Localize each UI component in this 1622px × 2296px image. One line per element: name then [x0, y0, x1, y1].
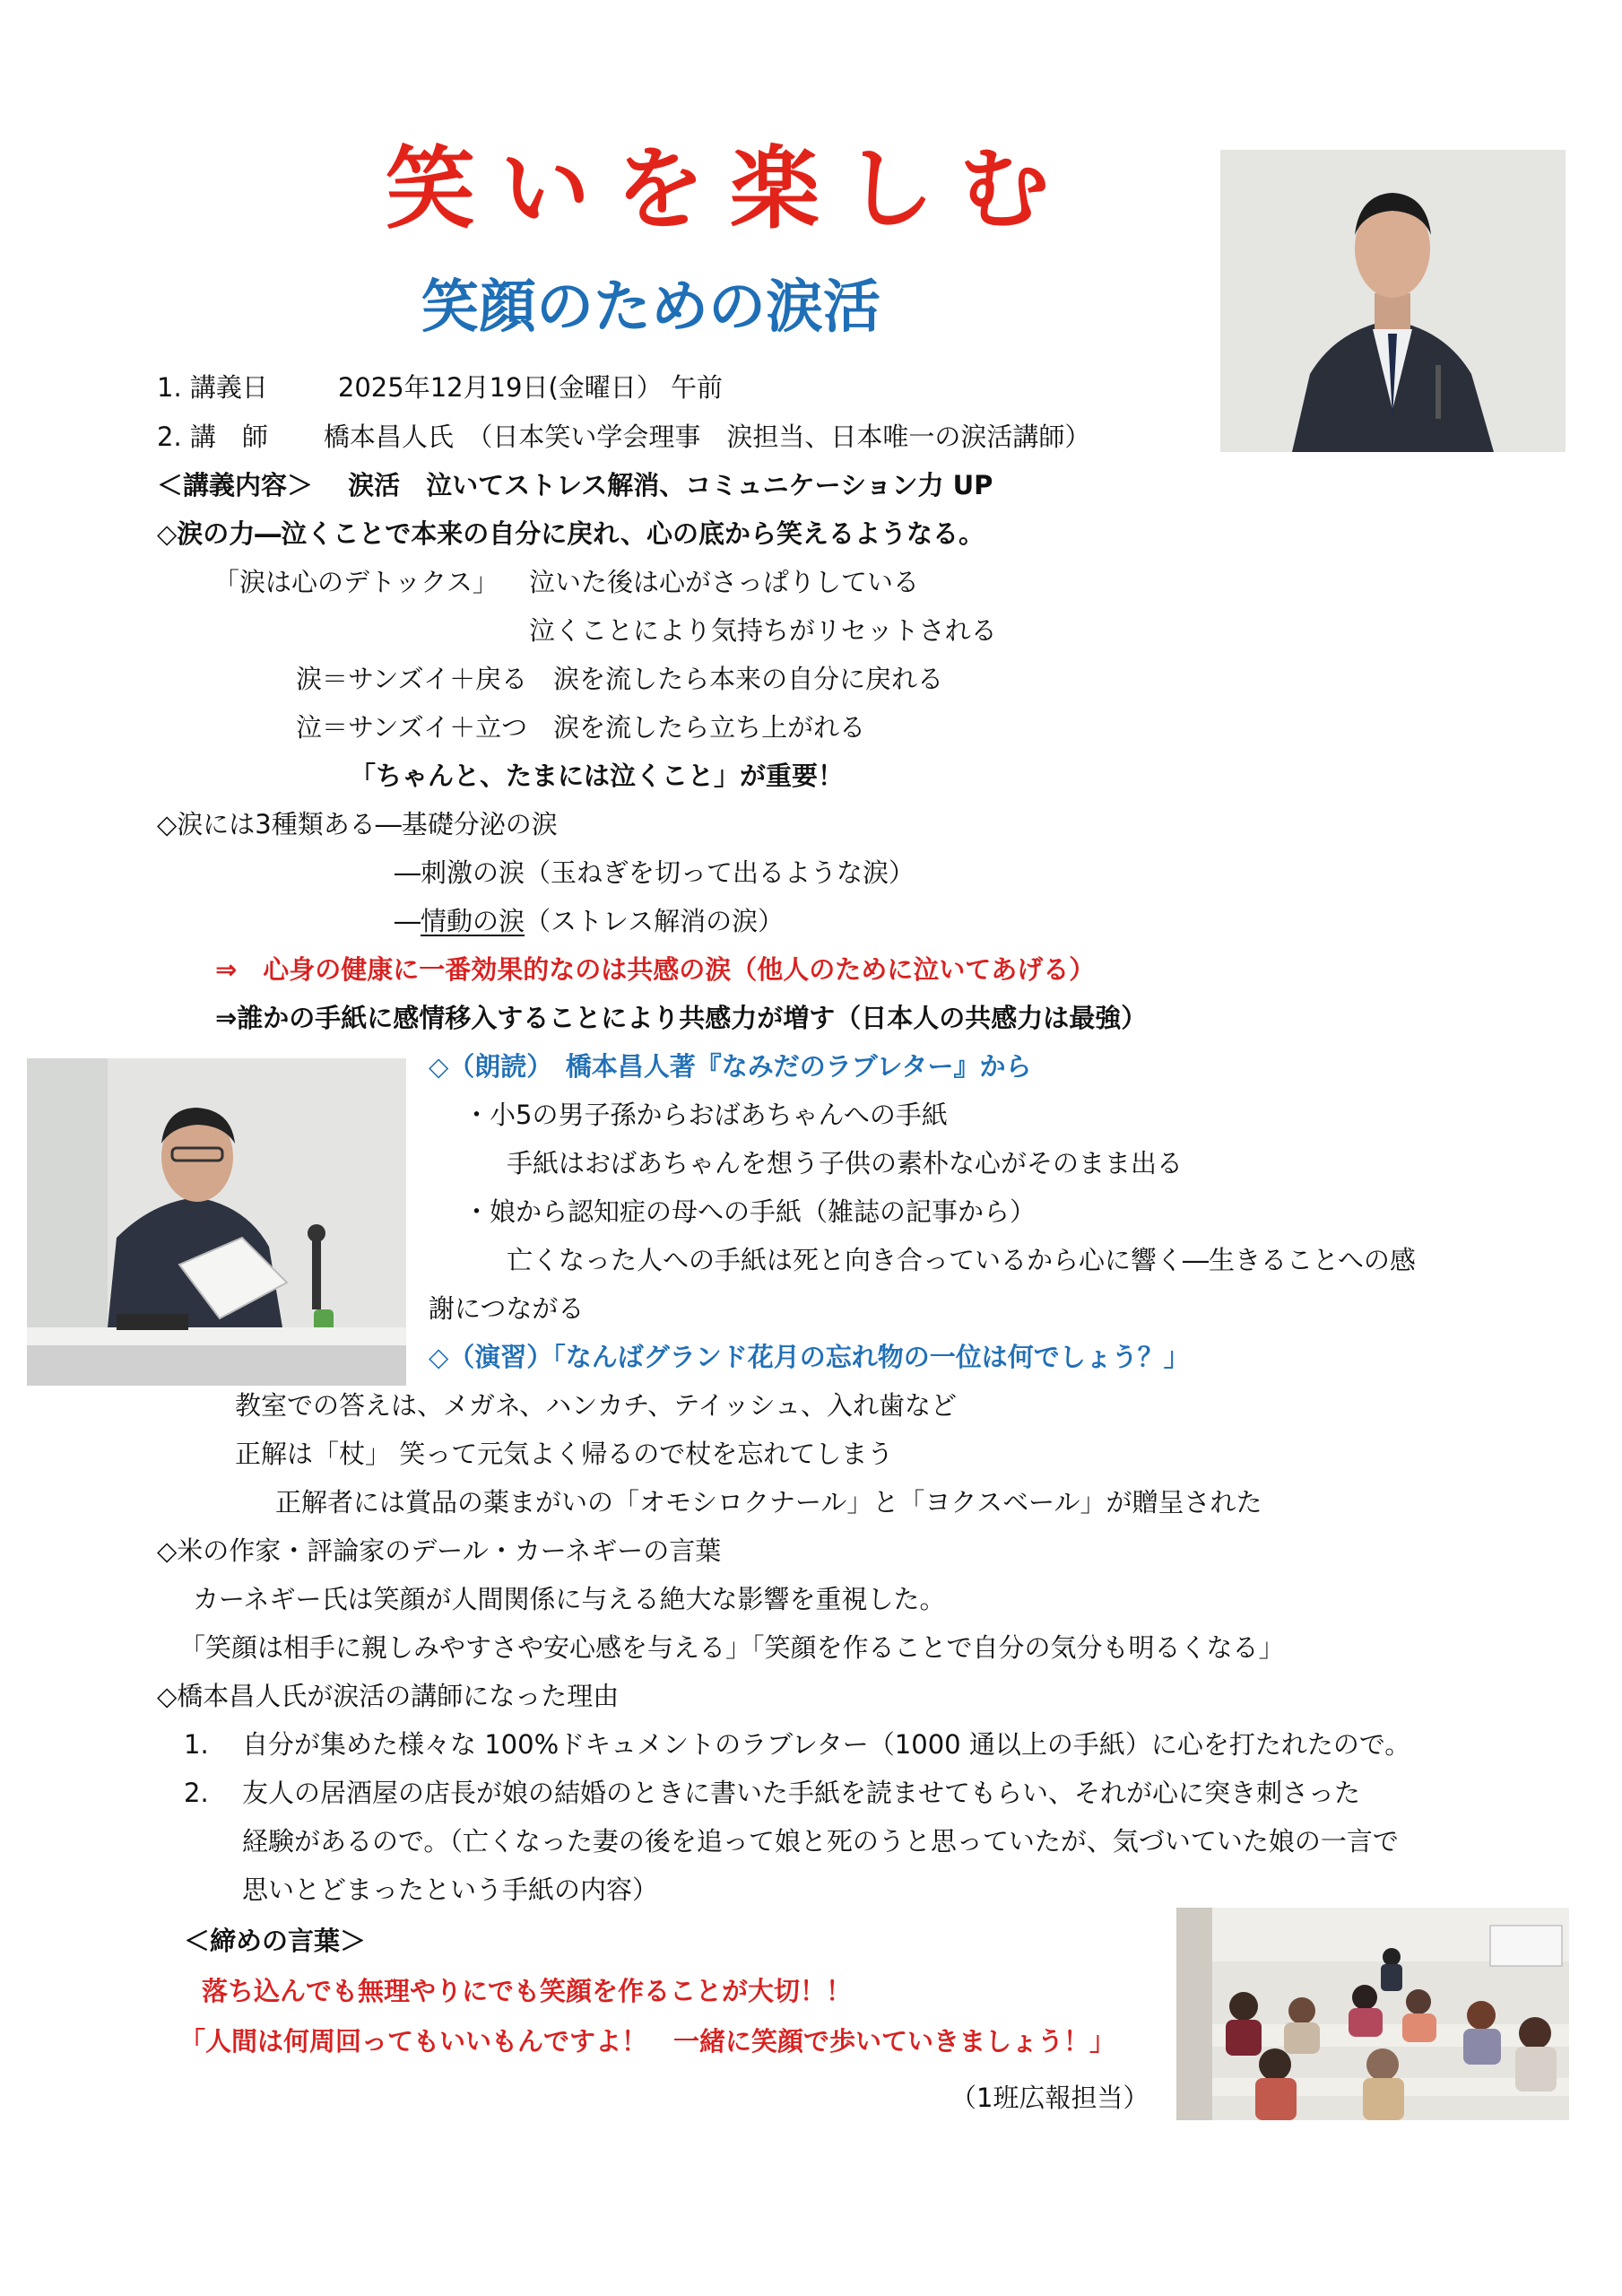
reason-item-2b: 経験があるので。（亡くなった妻の後を追って娘と死のうと思っていたが、気づいていた娘の一言で	[242, 1826, 1399, 1857]
page-subtitle: 笑顔のための涙活	[421, 274, 880, 341]
reading-item-1: ・小5の男子孫からおばあちゃんへの手紙	[464, 1100, 948, 1130]
kanji-line-1: 涙＝サンズイ＋戻る 涙を流したら本来の自分に戻れる	[296, 664, 944, 694]
reading-item-1-note: 手紙はおばあちゃんを想う子供の素朴な心がそのまま出る	[507, 1148, 1184, 1178]
emotional-tears-note: （ストレス解消の涙）	[525, 906, 785, 936]
emotional-tears: 情動の涙	[421, 906, 525, 936]
lecturer-line	[157, 417, 1090, 457]
carnegie-line-1: カーネギー氏は笑顔が人間関係に与える絶大な影響を重視した。	[193, 1584, 946, 1614]
empathy-arrow-1: ⇒ 心身の健康に一番効果的なのは共感の涙（他人のために泣いてあげる）	[215, 954, 1096, 985]
reason-item-1: 自分が集めた様々な 100%ドキュメントのラブレター（1000 通以上の手紙）に心を打たれたので。	[242, 1729, 1411, 1760]
reading-item-2-note-b: 謝につながる	[429, 1293, 585, 1324]
reason-item-2c: 思いとどまったという手紙の内容）	[242, 1874, 659, 1905]
date-label: 1. 講義日	[157, 372, 268, 403]
lecturer-standing-photo	[1220, 150, 1566, 452]
reading-item-2-note-a: 亡くなった人への手紙は死と向き合っているから心に響く―生きることへの感	[507, 1245, 1416, 1275]
reason-item-2a: 友人の居酒屋の店長が娘の結婚のときに書いた手紙を読ませてもらい、それが心に突き刺さった	[242, 1778, 1361, 1808]
reading-heading: ◇（朗読） 橋本昌人著『なみだのラブレター』から	[429, 1051, 1032, 1082]
detox-line-1: 泣いた後は心がさっぱりしている	[529, 567, 920, 597]
tear-types-heading: ◇涙には3種類ある―基礎分泌の涙	[157, 809, 558, 839]
exercise-correct: 正解は「杖」 笑って元気よく帰るので杖を忘れてしまう	[235, 1439, 894, 1469]
closing-heading: ＜締めの言葉＞	[184, 1926, 367, 1956]
closing-line-1: 落ち込んでも無理やりにでも笑顔を作ることが大切！！	[202, 1976, 853, 2006]
dash: ―	[395, 906, 421, 936]
lecture-date	[157, 368, 723, 407]
important-line: 「ちゃんと、たまには泣くこと」が重要！	[350, 761, 845, 791]
reading-item-2: ・娘から認知症の母への手紙（雑誌の記事から）	[464, 1196, 1037, 1227]
lecturer-reading-photo	[27, 1058, 406, 1386]
classroom-photo	[1176, 1908, 1569, 2120]
tear-type-3	[395, 901, 784, 941]
exercise-answers: 教室での答えは、メガネ、ハンカチ、テイッシュ、入れ歯など	[235, 1390, 958, 1421]
empathy-arrow-2: ⇒誰かの手紙に感情移入することにより共感力が増す（日本人の共感力は最強）	[215, 1003, 1148, 1033]
page-title: 笑いを楽しむ	[386, 135, 1074, 241]
signature: （1班広報担当）	[950, 2083, 1149, 2113]
lecturer-value: 橋本昌人氏 （日本笑い学会理事 涙担当、日本唯一の涙活講師）	[323, 422, 1091, 452]
carnegie-line-2: 「笑顔は相手に親しみやすさや安心感を与える」「笑顔を作ることで自分の気分も明るくなる」	[179, 1632, 1285, 1663]
tears-power-heading: ◇涙の力―泣くことで本来の自分に戻れ、心の底から笑えるようなる。	[157, 518, 985, 549]
tear-type-2: ―刺激の涙（玉ねぎを切って出るような涙）	[395, 857, 915, 888]
carnegie-heading: ◇米の作家・評論家のデール・カーネギーの言葉	[157, 1535, 722, 1566]
reason-number-1: 1.	[184, 1729, 209, 1760]
closing-line-2: 「人間は何周回ってもいいもんですよ！ 一緒に笑顔で歩いていきましょう！」	[179, 2026, 1116, 2057]
exercise-prize: 正解者には賞品の薬まがいの「オモシロクナール」と「ヨクスベール」が贈呈された	[275, 1487, 1262, 1518]
reason-number-2: 2.	[184, 1778, 209, 1808]
detox-line-2: 泣くことにより気持ちがリセットされる	[529, 615, 997, 646]
exercise-heading: ◇（演習）「なんばグランド花月の忘れ物の一位は何でしょう？」	[429, 1342, 1190, 1372]
kanji-line-2: 泣＝サンズイ＋立つ 涙を流したら立ち上がれる	[296, 712, 866, 743]
reason-heading: ◇橋本昌人氏が涙活の講師になった理由	[157, 1681, 620, 1711]
lecture-content: ＜講義内容＞ 涙活 泣いてストレス解消、コミュニケーション力 UP	[157, 470, 993, 500]
detox-quote: 「涙は心のデトックス」	[213, 567, 499, 597]
date-value: 2025年12月19日(金曜日） 午前	[337, 372, 724, 403]
lecturer-label: 2. 講 師	[157, 422, 268, 452]
